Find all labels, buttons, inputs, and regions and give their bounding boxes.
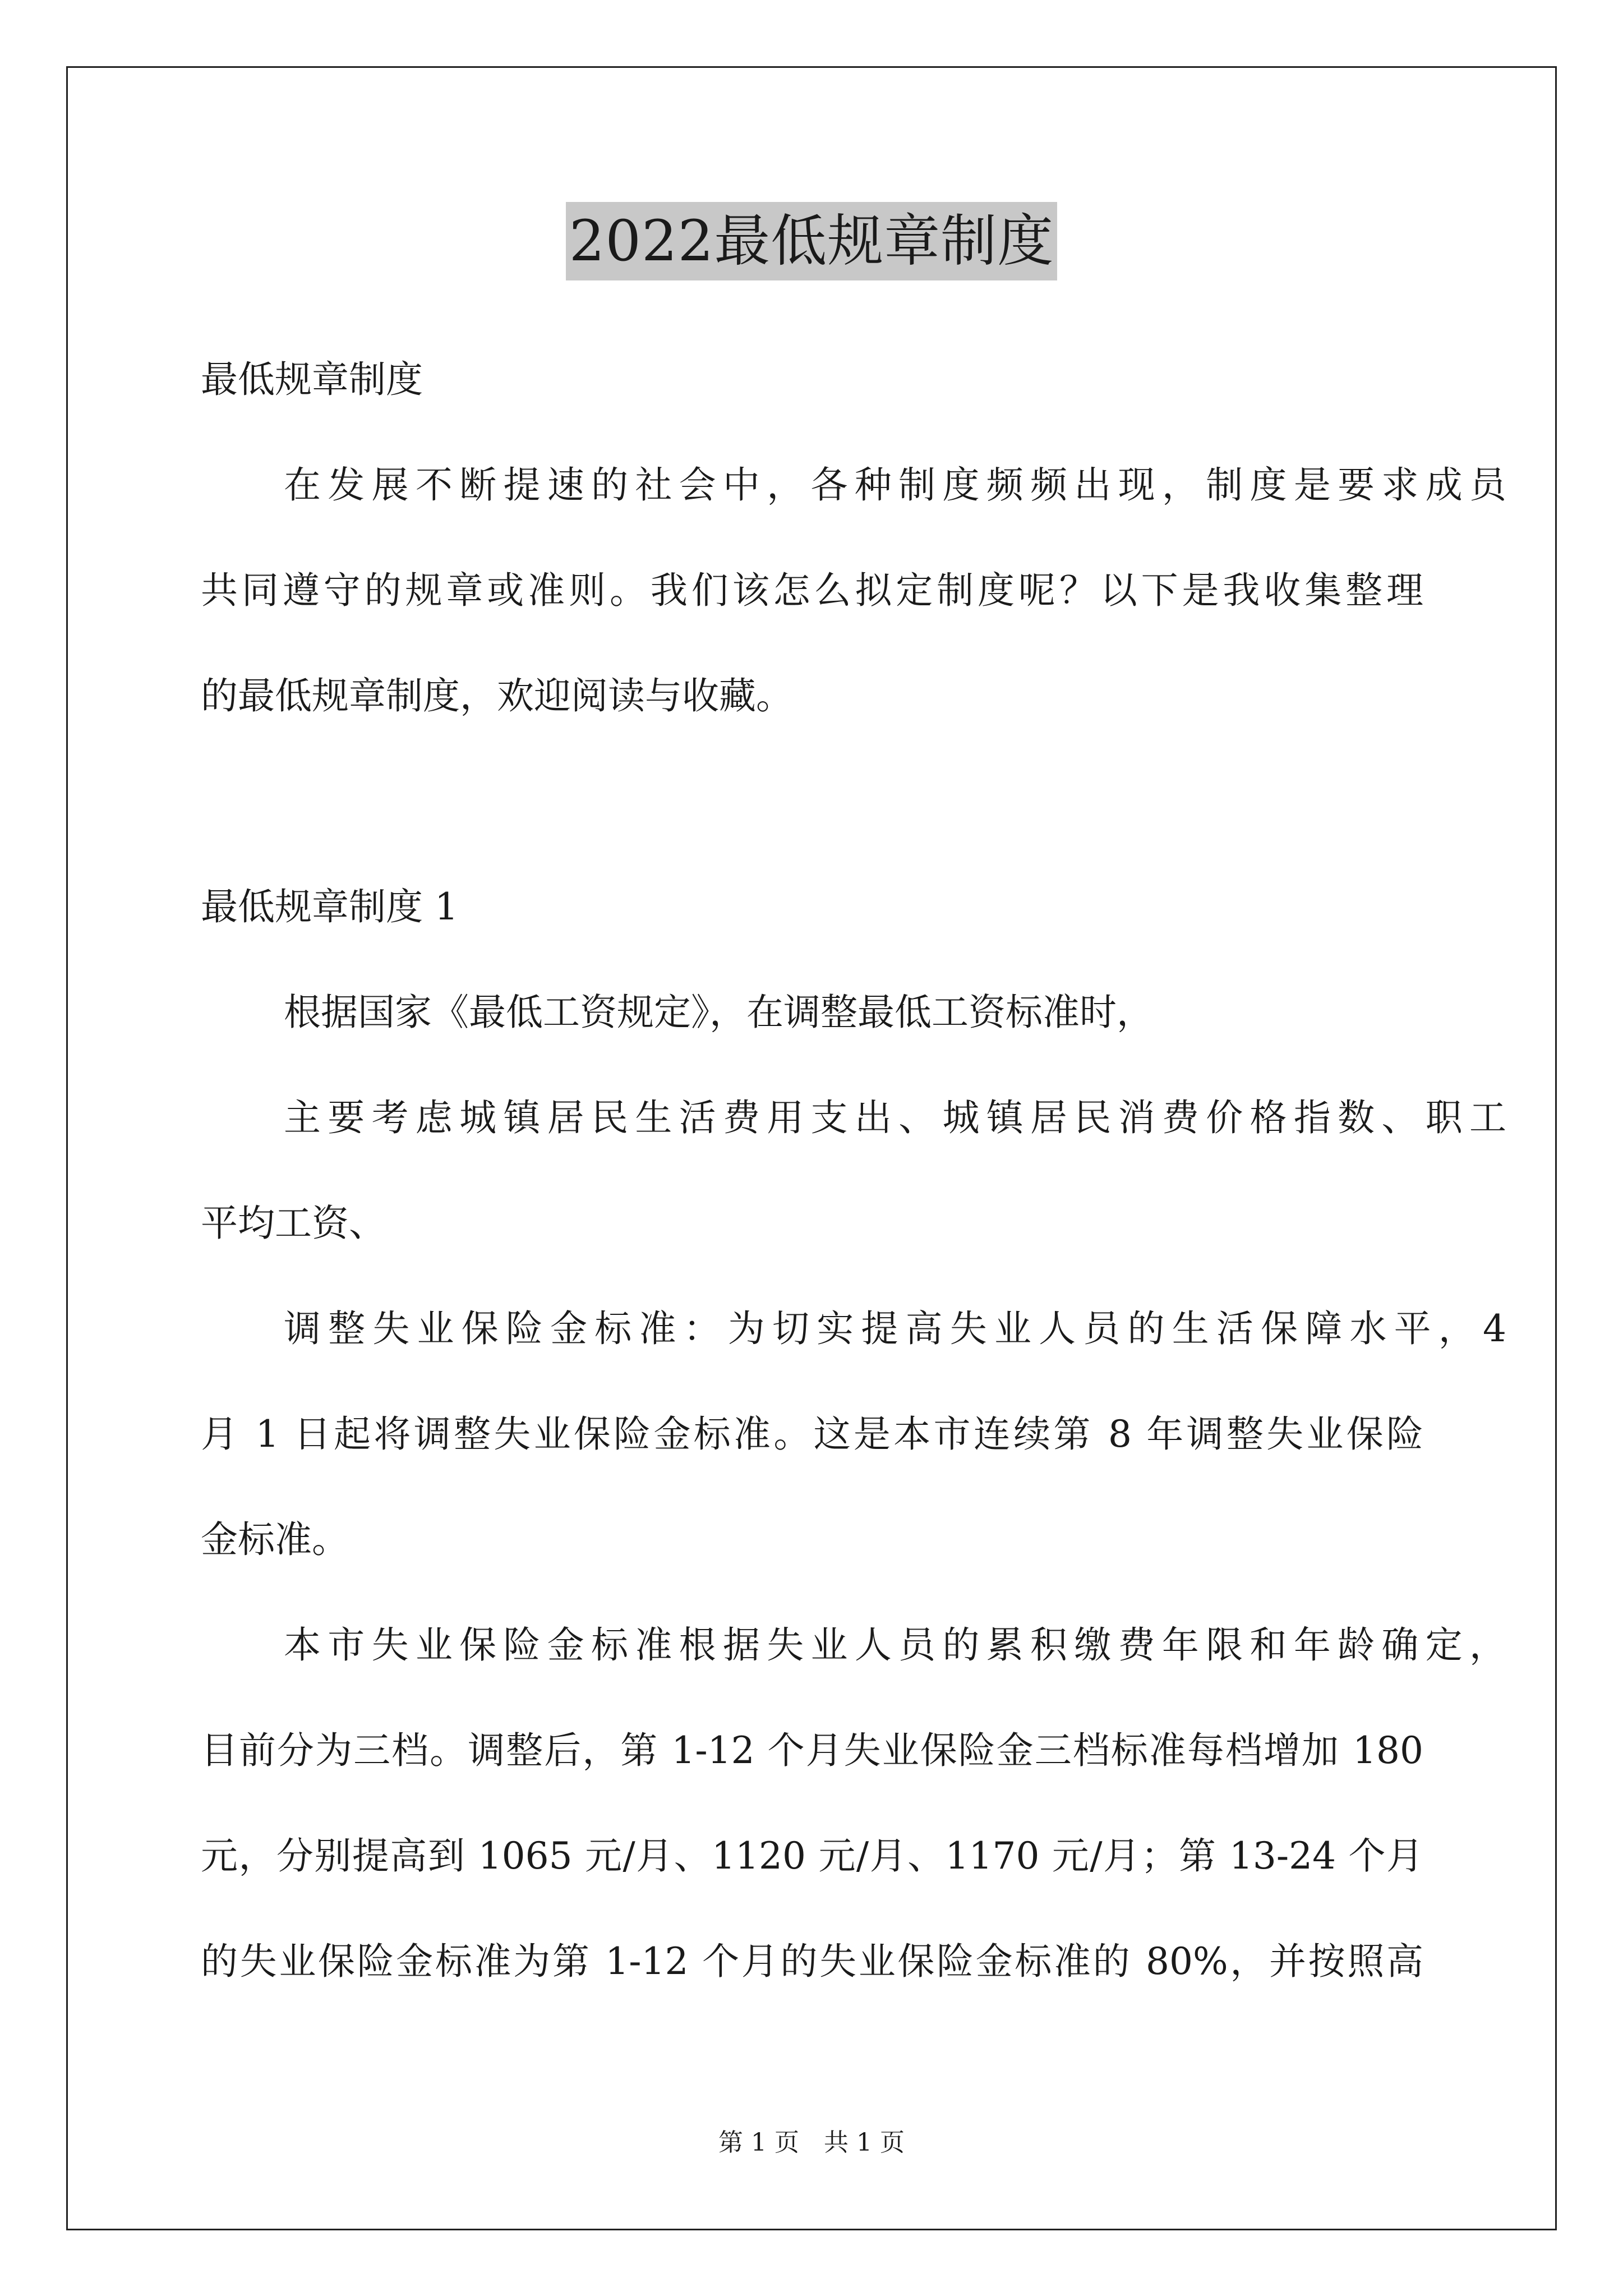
paragraph-line: 在发展不断提速的社会中，各种制度频频出现，制度是要求成员	[284, 463, 1506, 507]
title-container	[0, 202, 1623, 280]
paragraph-line: 月 1 日起将调整失业保险金标准。这是本市连续第 8 年调整失业保险	[201, 1412, 1423, 1456]
paragraph-line: 共同遵守的规章或准则。我们该怎么拟定制度呢？以下是我收集整理	[201, 569, 1423, 612]
paragraph-line: 目前分为三档。调整后，第 1-12 个月失业保险金三档标准每档增加 180	[201, 1729, 1423, 1772]
section-heading: 最低规章制度 1	[201, 885, 458, 928]
paragraph-line: 元，分别提高到 1065 元/月、1120 元/月、1170 元/月；第 13-24 个月	[201, 1834, 1423, 1878]
section-heading: 最低规章制度	[201, 358, 423, 401]
paragraph-line: 本市失业保险金标准根据失业人员的累积缴费年限和年龄确定，	[284, 1623, 1506, 1667]
paragraph-line: 主要考虑城镇居民生活费用支出、城镇居民消费价格指数、职工	[284, 1096, 1506, 1139]
paragraph-line: 的最低规章制度，欢迎阅读与收藏。	[201, 674, 793, 717]
paragraph-line: 调整失业保险金标准：为切实提高失业人员的生活保障水平，4	[284, 1307, 1506, 1350]
paragraph-line: 的失业保险金标准为第 1-12 个月的失业保险金标准的 80%，并按照高	[201, 1940, 1423, 1983]
paragraph-line: 金标准。	[201, 1518, 349, 1561]
paragraph-line: 平均工资、	[201, 1202, 386, 1245]
paragraph-line: 根据国家《最低工资规定》，在调整最低工资标准时，	[284, 991, 1154, 1034]
document-title: 2022最低规章制度	[566, 202, 1058, 280]
page-number-footer: 第 1 页 共 1 页	[718, 2128, 905, 2157]
